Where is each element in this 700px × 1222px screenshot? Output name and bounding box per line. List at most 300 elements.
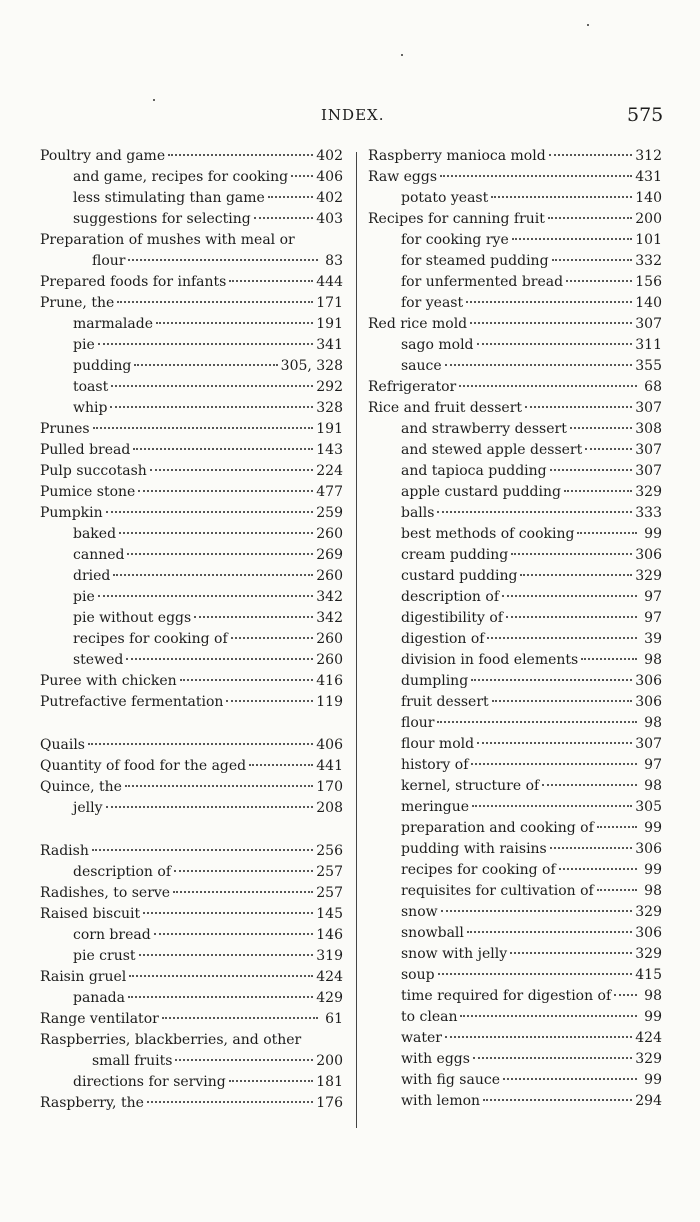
entry-page-number: 444: [316, 274, 343, 290]
dot-leader: [614, 994, 637, 996]
dot-leader: [437, 511, 632, 513]
index-entry: [40, 862, 343, 883]
entry-text: division in food elements: [401, 652, 579, 668]
entry-text: less stimulating than game: [73, 190, 265, 206]
index-entry: [40, 756, 343, 777]
dot-leader: [143, 912, 313, 914]
entry-text: jelly: [73, 800, 103, 816]
dot-leader: [249, 764, 313, 766]
index-entry: [368, 944, 662, 965]
entry-text: pie without eggs: [73, 610, 192, 626]
entry-page-number: 191: [316, 316, 343, 332]
index-entry: [368, 629, 662, 650]
index-entry: [368, 356, 662, 377]
entry-text: for steamed pudding: [401, 253, 549, 269]
entry-text: pie: [73, 337, 95, 353]
index-entry: [368, 461, 662, 482]
entry-page-number: 208: [316, 800, 343, 816]
entry-text: snow: [401, 904, 438, 920]
entry-text: and strawberry dessert: [401, 421, 567, 437]
index-entry: [40, 398, 343, 419]
entry-page-number: 140: [635, 190, 662, 206]
section-gap: [40, 819, 343, 841]
entry-text: dried: [73, 568, 111, 584]
entry-page-number: 99: [644, 862, 662, 878]
dot-leader: [473, 1057, 632, 1059]
dot-leader: [134, 364, 277, 366]
dot-leader: [106, 511, 314, 513]
entry-page-number: 171: [316, 295, 343, 311]
dot-leader: [559, 868, 637, 870]
entry-text: toast: [73, 379, 109, 395]
dot-leader: [440, 175, 632, 177]
entry-text: meringue: [401, 799, 470, 815]
entry-text: apple custard pudding: [401, 484, 561, 500]
entry-page-number: 181: [316, 1074, 343, 1090]
print-speck: [587, 24, 589, 26]
index-entry: [368, 566, 662, 587]
entry-page-number: 306: [635, 841, 662, 857]
entry-text: with eggs: [401, 1051, 470, 1067]
index-entry: [368, 692, 662, 713]
dot-leader: [162, 1017, 318, 1019]
dot-leader: [483, 1099, 632, 1101]
entry-page-number: 342: [316, 589, 343, 605]
entry-text: Raspberry, the: [40, 1095, 144, 1111]
dot-leader: [477, 343, 633, 345]
entry-text: to clean: [401, 1009, 458, 1025]
dot-leader: [471, 679, 632, 681]
dot-leader: [154, 933, 314, 935]
dot-leader: [113, 574, 313, 576]
entry-page-number: 329: [635, 904, 662, 920]
entry-page-number: 99: [644, 820, 662, 836]
index-entry: [368, 335, 662, 356]
index-entry: [40, 1093, 343, 1114]
dot-leader: [581, 658, 637, 660]
entry-page-number: 333: [635, 505, 662, 521]
entry-text: baked: [73, 526, 117, 542]
entry-text: corn bread: [73, 927, 151, 943]
entry-page-number: 402: [316, 190, 343, 206]
entry-text: time required for digestion of: [401, 988, 612, 1004]
entry-text: marmalade: [73, 316, 154, 332]
page-header: [0, 104, 700, 134]
entry-page-number: 441: [316, 758, 343, 774]
index-entry: [368, 713, 662, 734]
entry-text: cream pudding: [401, 547, 509, 563]
entry-text: requisites for cultivation of: [401, 883, 594, 899]
page-number: 575: [627, 104, 664, 126]
entry-page-number: 332: [635, 253, 662, 269]
entry-text: Poultry and game: [40, 148, 166, 164]
index-entry: [40, 883, 343, 904]
dot-leader: [511, 553, 632, 555]
dot-leader: [438, 973, 633, 975]
entry-text: best methods of cooking: [401, 526, 575, 542]
dot-leader: [93, 427, 314, 429]
index-entry: [40, 440, 343, 461]
index-entry: [368, 503, 662, 524]
dot-leader: [111, 385, 313, 387]
entry-page-number: 307: [635, 400, 662, 416]
index-entry: [40, 188, 343, 209]
entry-text: description of: [73, 864, 172, 880]
entry-text: and stewed apple dessert: [401, 442, 583, 458]
index-entry: [368, 482, 662, 503]
dot-leader: [470, 322, 632, 324]
dot-leader: [525, 406, 632, 408]
dot-leader: [98, 343, 314, 345]
index-entry: [40, 272, 343, 293]
dot-leader: [180, 679, 314, 681]
entry-text: kernel, structure of: [401, 778, 540, 794]
entry-page-number: 170: [316, 779, 343, 795]
print-speck: [401, 54, 403, 56]
index-entry: [368, 545, 662, 566]
index-entry: [368, 965, 662, 986]
index-entry: [368, 608, 662, 629]
entry-text: with lemon: [401, 1093, 481, 1109]
index-entry: [40, 230, 343, 251]
index-entry: [40, 314, 343, 335]
index-entry: [368, 272, 662, 293]
dot-leader: [549, 154, 633, 156]
entry-page-number: 260: [316, 652, 343, 668]
dot-leader: [585, 448, 632, 450]
entry-text: Puree with chicken: [40, 673, 177, 689]
index-column-left: [40, 146, 343, 1114]
entry-text: potato yeast: [401, 190, 489, 206]
entry-page-number: 424: [316, 969, 343, 985]
entry-page-number: 260: [316, 526, 343, 542]
entry-text: snow with jelly: [401, 946, 508, 962]
dot-leader: [520, 574, 632, 576]
index-entry: [40, 566, 343, 587]
dot-leader: [156, 322, 313, 324]
entry-page-number: 101: [635, 232, 662, 248]
entry-page-number: 329: [635, 568, 662, 584]
entry-text: small fruits: [92, 1053, 173, 1069]
index-entry: [368, 1070, 662, 1091]
dot-leader: [88, 743, 313, 745]
entry-text: for yeast: [401, 295, 464, 311]
entry-text: pudding with raisins: [401, 841, 547, 857]
entry-page-number: 319: [316, 948, 343, 964]
index-entry: [40, 946, 343, 967]
dot-leader: [477, 742, 632, 744]
dot-leader: [126, 658, 313, 660]
dot-leader: [460, 1015, 637, 1017]
entry-text: stewed: [73, 652, 124, 668]
dot-leader: [139, 954, 314, 956]
entry-page-number: 98: [644, 652, 662, 668]
dot-leader: [467, 931, 632, 933]
index-entry: [368, 650, 662, 671]
column-divider: [356, 152, 357, 1128]
index-entry: [368, 188, 662, 209]
index-entry: [40, 356, 343, 377]
dot-leader: [92, 849, 313, 851]
entry-page-number: 307: [635, 442, 662, 458]
entry-page-number: 146: [316, 927, 343, 943]
index-entry: [368, 293, 662, 314]
index-entry: [368, 167, 662, 188]
entry-page-number: 260: [316, 631, 343, 647]
entry-page-number: 305: [635, 799, 662, 815]
dot-leader: [150, 469, 313, 471]
dot-leader: [445, 364, 633, 366]
dot-leader: [128, 996, 313, 998]
entry-page-number: 305, 328: [280, 358, 343, 374]
dot-leader: [542, 784, 637, 786]
index-column-right: [368, 146, 662, 1112]
index-entry: [368, 860, 662, 881]
index-entry: [368, 587, 662, 608]
section-gap: [40, 713, 343, 735]
entry-text: for unfermented bread: [401, 274, 564, 290]
index-entry: [368, 398, 662, 419]
entry-page-number: 342: [316, 610, 343, 626]
index-entry: [40, 587, 343, 608]
dot-leader: [229, 280, 313, 282]
entry-text: flour mold: [401, 736, 475, 752]
entry-page-number: 98: [644, 988, 662, 1004]
dot-leader: [168, 154, 313, 156]
entry-page-number: 39: [644, 631, 662, 647]
dot-leader: [471, 763, 637, 765]
dot-leader: [437, 721, 637, 723]
page-title: INDEX.: [321, 106, 385, 124]
entry-text: description of: [401, 589, 500, 605]
entry-page-number: 403: [316, 211, 343, 227]
entry-text: water: [401, 1030, 442, 1046]
entry-page-number: 402: [316, 148, 343, 164]
dot-leader: [133, 448, 313, 450]
dot-leader: [291, 175, 313, 177]
entry-text: Preparation of mushes with meal or: [40, 232, 295, 248]
entry-text: Prepared foods for infants: [40, 274, 227, 290]
entry-text: Red rice mold: [368, 316, 468, 332]
entry-text: Raised biscuit: [40, 906, 141, 922]
entry-page-number: 424: [635, 1030, 662, 1046]
entry-page-number: 191: [316, 421, 343, 437]
entry-page-number: 431: [635, 169, 662, 185]
index-entry: [40, 293, 343, 314]
dot-leader: [491, 196, 632, 198]
entry-page-number: 61: [325, 1011, 343, 1027]
index-entry: [40, 335, 343, 356]
index-entry: [368, 377, 662, 398]
entry-text: Pumpkin: [40, 505, 103, 521]
entry-page-number: 99: [644, 1072, 662, 1088]
entry-page-number: 306: [635, 673, 662, 689]
entry-text: sago mold: [401, 337, 474, 353]
index-entry: [40, 377, 343, 398]
index-entry: [368, 314, 662, 335]
entry-page-number: 145: [316, 906, 343, 922]
entry-text: preparation and cooking of: [401, 820, 594, 836]
index-entry: [368, 146, 662, 167]
entry-text: suggestions for selecting: [73, 211, 251, 227]
index-entry: [368, 923, 662, 944]
index-entry: [368, 797, 662, 818]
entry-text: recipes for cooking of: [73, 631, 228, 647]
index-entry: [40, 798, 343, 819]
dot-leader: [445, 1036, 632, 1038]
index-entry: [368, 986, 662, 1007]
index-entry: [368, 524, 662, 545]
entry-page-number: 341: [316, 337, 343, 353]
index-entry: [368, 1007, 662, 1028]
entry-text: Recipes for canning fruit: [368, 211, 545, 227]
entry-text: soup: [401, 967, 435, 983]
dot-leader: [564, 490, 632, 492]
entry-page-number: 294: [635, 1093, 662, 1109]
dot-leader: [512, 238, 633, 240]
index-entry: [40, 1051, 343, 1072]
entry-text: Prunes: [40, 421, 90, 437]
index-entry: [40, 841, 343, 862]
dot-leader: [570, 427, 632, 429]
dot-leader: [597, 889, 637, 891]
entry-page-number: 257: [316, 864, 343, 880]
dot-leader: [487, 637, 637, 639]
index-entry: [368, 1091, 662, 1112]
entry-page-number: 98: [644, 715, 662, 731]
entry-page-number: 156: [635, 274, 662, 290]
index-entry: [40, 692, 343, 713]
entry-page-number: 119: [316, 694, 343, 710]
dot-leader: [472, 805, 632, 807]
entry-text: Pumice stone: [40, 484, 136, 500]
entry-page-number: 200: [316, 1053, 343, 1069]
entry-text: Quantity of food for the aged: [40, 758, 247, 774]
entry-text: custard pudding: [401, 568, 518, 584]
entry-page-number: 307: [635, 316, 662, 332]
dot-leader: [125, 785, 313, 787]
entry-text: for cooking rye: [401, 232, 509, 248]
entry-text: balls: [401, 505, 435, 521]
index-entry: [368, 755, 662, 776]
entry-text: history of: [401, 757, 469, 773]
dot-leader: [226, 700, 313, 702]
dot-leader: [268, 196, 313, 198]
index-entry: [368, 251, 662, 272]
index-entry: [40, 1009, 343, 1030]
entry-page-number: 97: [644, 610, 662, 626]
entry-page-number: 307: [635, 463, 662, 479]
dot-leader: [138, 490, 313, 492]
entry-text: pudding: [73, 358, 132, 374]
entry-page-number: 329: [635, 1051, 662, 1067]
index-entry: [368, 881, 662, 902]
index-entry: [368, 734, 662, 755]
dot-leader: [550, 847, 633, 849]
index-entry: [368, 839, 662, 860]
index-entry: [40, 503, 343, 524]
index-entry: [368, 230, 662, 251]
entry-text: and tapioca pudding: [401, 463, 547, 479]
dot-leader: [174, 870, 313, 872]
dot-leader: [175, 1059, 313, 1061]
entry-text: Range ventilator: [40, 1011, 159, 1027]
dot-leader: [510, 952, 632, 954]
entry-page-number: 311: [635, 337, 662, 353]
entry-page-number: 260: [316, 568, 343, 584]
entry-text: flour: [92, 253, 126, 269]
entry-text: Radishes, to serve: [40, 885, 171, 901]
entry-text: Prune, the: [40, 295, 115, 311]
dot-leader: [129, 975, 313, 977]
entry-page-number: 256: [316, 843, 343, 859]
index-entry: [368, 671, 662, 692]
entry-page-number: 259: [316, 505, 343, 521]
entry-text: Raspberries, blackberries, and other: [40, 1032, 302, 1048]
entry-text: pie crust: [73, 948, 136, 964]
entry-page-number: 415: [635, 967, 662, 983]
entry-page-number: 308: [635, 421, 662, 437]
entry-text: digestion of: [401, 631, 485, 647]
index-entry: [368, 209, 662, 230]
entry-page-number: 99: [644, 1009, 662, 1025]
dot-leader: [503, 1078, 637, 1080]
entry-text: fruit dessert: [401, 694, 489, 710]
entry-text: Rice and fruit dessert: [368, 400, 523, 416]
entry-page-number: 306: [635, 925, 662, 941]
dot-leader: [254, 217, 314, 219]
index-entry: [368, 776, 662, 797]
index-entry: [40, 671, 343, 692]
dot-leader: [566, 280, 632, 282]
index-entry: [368, 419, 662, 440]
index-entry: [40, 1030, 343, 1051]
entry-page-number: 329: [635, 484, 662, 500]
index-entry: [368, 440, 662, 461]
index-entry: [40, 461, 343, 482]
entry-page-number: 312: [635, 148, 662, 164]
entry-page-number: 176: [316, 1095, 343, 1111]
entry-text: Quails: [40, 737, 85, 753]
index-entry: [40, 608, 343, 629]
entry-text: canned: [73, 547, 125, 563]
entry-text: snowball: [401, 925, 464, 941]
entry-text: digestibility of: [401, 610, 503, 626]
entry-text: directions for serving: [73, 1074, 226, 1090]
index-entry: [40, 482, 343, 503]
dot-leader: [597, 826, 637, 828]
dot-leader: [459, 385, 637, 387]
index-entry: [40, 988, 343, 1009]
entry-page-number: 83: [325, 253, 343, 269]
dot-leader: [128, 259, 318, 261]
entry-page-number: 98: [644, 778, 662, 794]
entry-page-number: 99: [644, 526, 662, 542]
entry-text: Raspberry manioca mold: [368, 148, 546, 164]
index-entry: [40, 650, 343, 671]
index-entry: [40, 925, 343, 946]
dot-leader: [492, 700, 633, 702]
entry-page-number: 269: [316, 547, 343, 563]
index-entry: [40, 524, 343, 545]
dot-leader: [577, 532, 637, 534]
index-entry: [368, 1028, 662, 1049]
index-entry: [40, 419, 343, 440]
dot-leader: [127, 553, 313, 555]
entry-page-number: 306: [635, 547, 662, 563]
entry-page-number: 306: [635, 694, 662, 710]
entry-text: and game, recipes for cooking: [73, 169, 289, 185]
